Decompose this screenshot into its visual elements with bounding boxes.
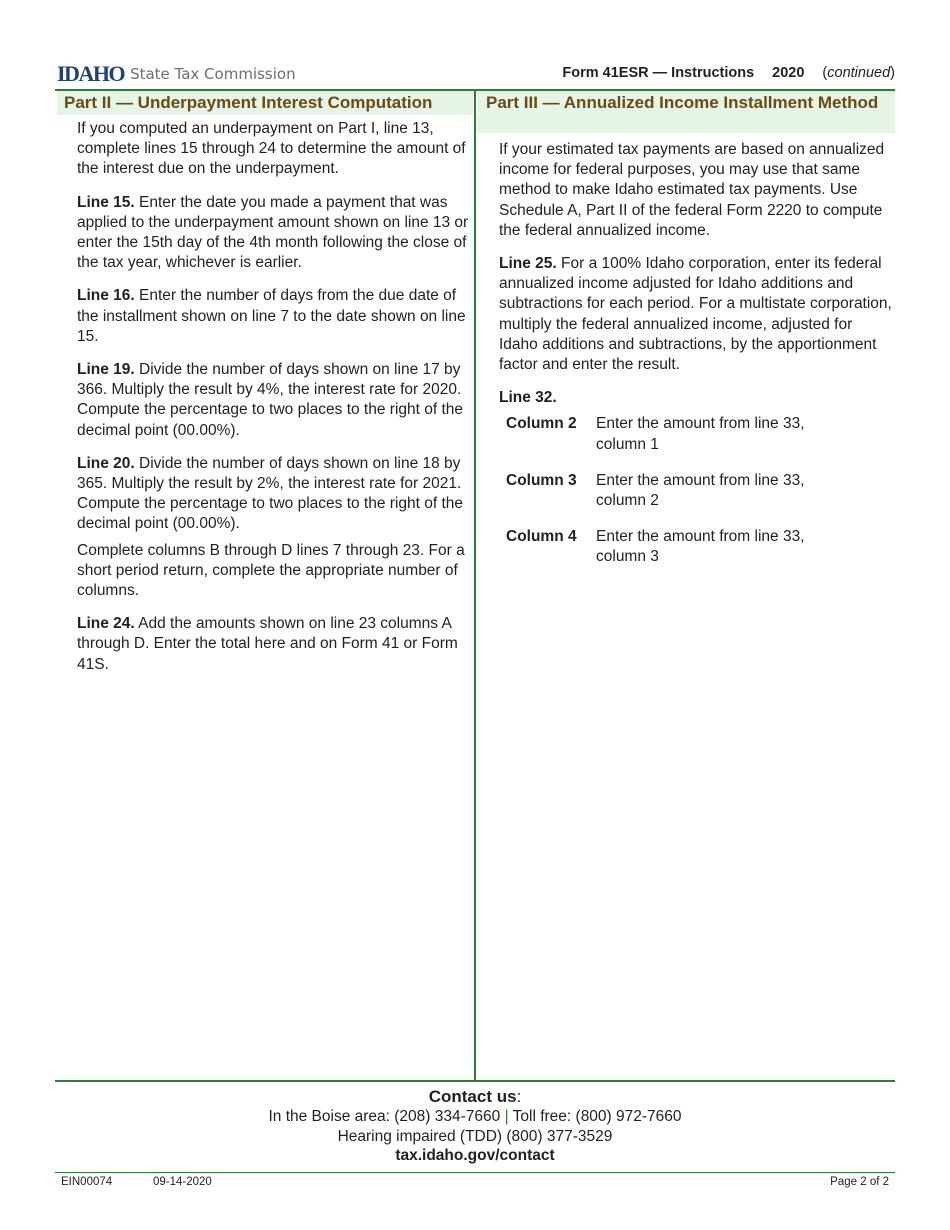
part3-intro: If your estimated tax payments are based on annualized income for federal purposes, you may use that same method to make Idaho estimated tax payments. Use Schedule A, Part II of the federal Form 2220 to compute the federal annualized income. xyxy=(499,141,885,239)
tdd-phone: Hearing impaired (TDD) (800) 377-3529 xyxy=(337,1127,613,1145)
column-text: Enter the amount from line 33, column 1 xyxy=(596,415,805,453)
form-name: Form 41ESR — Instructions xyxy=(562,65,755,81)
bottom-rule xyxy=(55,1080,895,1082)
line32-label: Line 32. xyxy=(499,389,557,407)
line25-instruction: Line 25. For a 100% Idaho corporation, enter its federal annualized income adjusted for Idaho additions and subtractions for each period. For a multistate corporation, multiply the federal annualized income, adjusted for Idaho additions and subtractions, by the apportionment factor and enter the result. xyxy=(499,255,892,374)
phone-separator: | xyxy=(504,1108,509,1125)
column-text: Enter the amount from line 33, column 2 xyxy=(596,471,805,510)
column-label: Column 4 xyxy=(506,528,577,546)
continued-note: (continued) xyxy=(822,65,895,81)
contact-title: Contact us: xyxy=(428,1087,522,1106)
line32-columns xyxy=(506,414,895,567)
idaho-logo xyxy=(57,62,296,86)
column-divider xyxy=(474,91,476,1081)
page-number: Page 2 of 2 xyxy=(830,1176,889,1188)
line20-instruction: Line 20. Divide the number of days shown on line 18 by 365. Multiply the result by 2%, the interest rate for 2021. Compute the percentage to two places to the right of the decimal point (00.00%). xyxy=(77,454,464,533)
form-title xyxy=(562,65,895,81)
logo-text: State Tax Commission xyxy=(130,65,296,83)
column-instruction xyxy=(506,471,895,511)
column-text: Enter the amount from line 33, column 3 xyxy=(596,528,805,566)
line24-instruction: Line 24. Add the amounts shown on line 23 columns A through D. Enter the total here and on Form 41 or Form 41S. xyxy=(77,615,458,673)
boise-phone: In the Boise area: (208) 334-7660 xyxy=(268,1108,501,1125)
part2-intro: If you computed an underpayment on Part I, line 13, complete lines 15 through 24 to determine the amount of the interest due on the underpayment. xyxy=(77,120,466,178)
contact-url[interactable]: tax.idaho.gov/contact xyxy=(395,1147,555,1164)
line19-instruction: Line 19. Divide the number of days shown on line 17 by 366. Multiply the result by 4%, the interest rate for 2020. Compute the percentage to two places to the right of the decimal point (00.00%). xyxy=(77,361,464,439)
part2-heading: Part II — Underpayment Interest Computation xyxy=(57,91,473,115)
tollfree-phone: Toll free: (800) 972-7660 xyxy=(512,1108,682,1125)
complete-columns-note: Complete columns B through D lines 7 through 23. For a short period return, complete the appropriate number of columns. xyxy=(77,541,465,600)
line16-instruction: Line 16. Enter the number of days from the due date of the installment shown on line 7 to the date shown on line 15. xyxy=(77,287,466,345)
column-label: Column 2 xyxy=(506,415,577,433)
column-instruction xyxy=(506,527,895,567)
part2-column xyxy=(77,119,469,688)
column-label: Column 3 xyxy=(506,471,577,489)
form-year: 2020 xyxy=(772,65,805,81)
part3-heading: Part III — Annualized Income Installment Method xyxy=(477,91,895,133)
page-header xyxy=(57,62,895,88)
part3-column xyxy=(499,140,895,584)
line15-instruction: Line 15. Enter the date you made a payment that was applied to the underpayment amount shown on line 13 or enter the 15th day of the 4th month following the close of the tax year, whichever is earlier. xyxy=(77,193,469,272)
column-instruction xyxy=(506,414,895,454)
contact-block xyxy=(55,1086,895,1166)
contact-phones xyxy=(55,1107,895,1127)
footer-rule xyxy=(55,1172,895,1173)
logo-mark: IDAHO xyxy=(57,61,125,86)
form-code: EIN00074 xyxy=(61,1176,113,1188)
revision-date: 09-14-2020 xyxy=(153,1176,212,1188)
